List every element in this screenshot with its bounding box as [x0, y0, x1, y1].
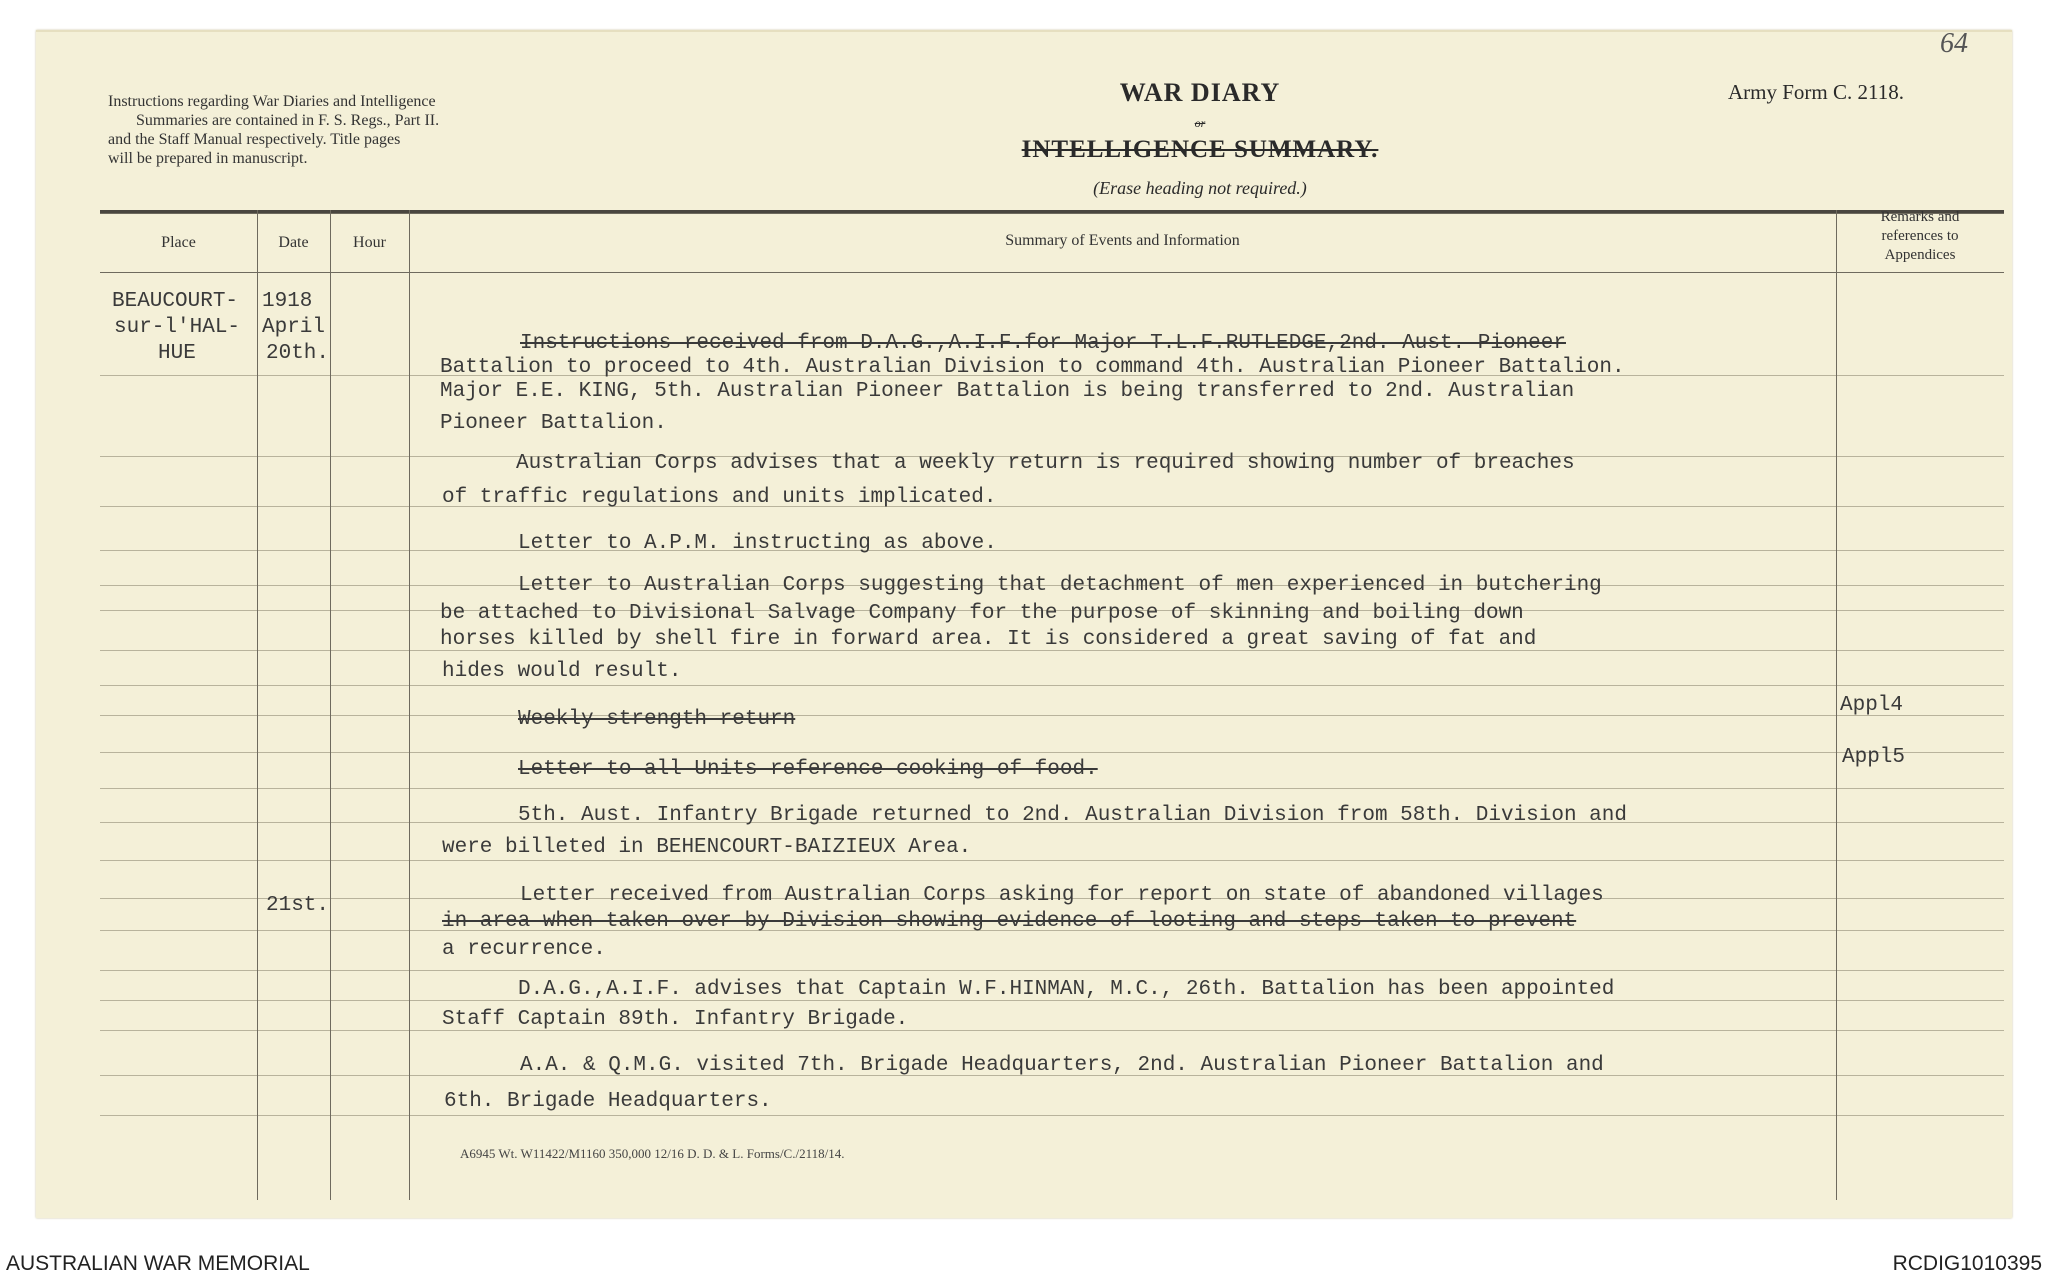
entry-line: Letter received from Australian Corps asking for report on state of abandoned villages	[520, 884, 1604, 907]
appendix-reference: Appl4	[1840, 694, 1904, 717]
column-header-hour: Hour	[353, 234, 386, 251]
entry-line: be attached to Divisional Salvage Company for the purpose of skinning and boiling down	[440, 602, 1524, 625]
remarks-header-line: Appendices	[1884, 247, 1956, 263]
place-line: BEAUCOURT-	[112, 290, 239, 313]
entry-line: Letter to all Units reference cooking of food.	[518, 758, 1098, 781]
entry-line: Battalion to proceed to 4th. Australian Division to command 4th. Australian Pioneer Battalion.	[440, 356, 1625, 379]
instructions-line: and the Staff Manual respectively. Title pages	[108, 131, 401, 148]
date-year: 1918	[262, 290, 313, 313]
or-separator: or	[1194, 116, 1206, 130]
column-header-summary: Summary of Events and Information	[1005, 232, 1240, 249]
remarks-header-line: references to	[1881, 228, 1959, 244]
entry-line: in area when taken over by Division showing evidence of looting and steps taken to prevent	[442, 910, 1577, 933]
entry-line: 6th. Brigade Headquarters.	[444, 1090, 772, 1113]
column-header-date: Date	[278, 234, 309, 251]
date-month: April	[262, 316, 326, 339]
instructions-line: Instructions regarding War Diaries and Intelligence	[108, 93, 436, 110]
entry-line: a recurrence.	[442, 938, 606, 961]
column-header-place: Place	[161, 234, 196, 251]
entry-line: Australian Corps advises that a weekly return is required showing number of breaches	[516, 452, 1575, 475]
instructions-line: will be prepared in manuscript.	[108, 150, 308, 167]
entry-line: Letter to A.P.M. instructing as above.	[518, 532, 997, 555]
entry-line: were billeted in BEHENCOURT-BAIZIEUX Area.	[442, 836, 972, 859]
institution-label: AUSTRALIAN WAR MEMORIAL	[6, 1252, 310, 1275]
entry-line: Major E.E. KING, 5th. Australian Pioneer Battalion is being transferred to 2nd. Australian	[440, 380, 1575, 403]
place-line: HUE	[158, 342, 196, 365]
document-subtitle: INTELLIGENCE SUMMARY.	[1021, 136, 1379, 163]
appendix-reference: Appl5	[1842, 746, 1906, 769]
catalogue-id: RCDIG1010395	[1892, 1252, 2042, 1275]
entry-line: A.A. & Q.M.G. visited 7th. Brigade Headquarters, 2nd. Australian Pioneer Battalion and	[520, 1054, 1604, 1077]
document-title: WAR DIARY	[1119, 78, 1281, 107]
army-form-number: Army Form C. 2118.	[1728, 80, 1904, 104]
entry-line: hides would result.	[442, 660, 682, 683]
column-header-remarks	[1836, 208, 2004, 265]
entry-line: of traffic regulations and units implicated.	[442, 486, 997, 509]
entry-line: Instructions received from D.A.G.,A.I.F.for Major T.L.F.RUTLEDGE,2nd. Aust. Pioneer	[520, 332, 1566, 355]
entry-line: Pioneer Battalion.	[440, 412, 667, 435]
print-code: A6945 Wt. W11422/M1160 350,000 12/16 D. D. & L. Forms/C./2118/14.	[460, 1146, 845, 1161]
instructions-line: Summaries are contained in F. S. Regs., Part II.	[136, 112, 440, 129]
date-day: 21st.	[266, 894, 330, 917]
remarks-header-line: Remarks and	[1880, 209, 1960, 225]
date-day: 20th.	[266, 342, 330, 365]
entry-line: Letter to Australian Corps suggesting that detachment of men experienced in butchering	[518, 574, 1602, 597]
page-number: 64	[1940, 28, 1968, 59]
instructions-note	[108, 92, 588, 168]
entry-line: horses killed by shell fire in forward area. It is considered a great saving of fat and	[440, 628, 1537, 651]
erase-note: (Erase heading not required.)	[1093, 178, 1307, 198]
entry-line: Weekly strength return	[518, 708, 796, 731]
place-line: sur-l'HAL-	[114, 316, 241, 339]
entry-line: D.A.G.,A.I.F. advises that Captain W.F.HINMAN, M.C., 26th. Battalion has been appointed	[518, 978, 1615, 1001]
entry-line: 5th. Aust. Infantry Brigade returned to 2nd. Australian Division from 58th. Division and	[518, 804, 1627, 827]
entry-line: Staff Captain 89th. Infantry Brigade.	[442, 1008, 909, 1031]
